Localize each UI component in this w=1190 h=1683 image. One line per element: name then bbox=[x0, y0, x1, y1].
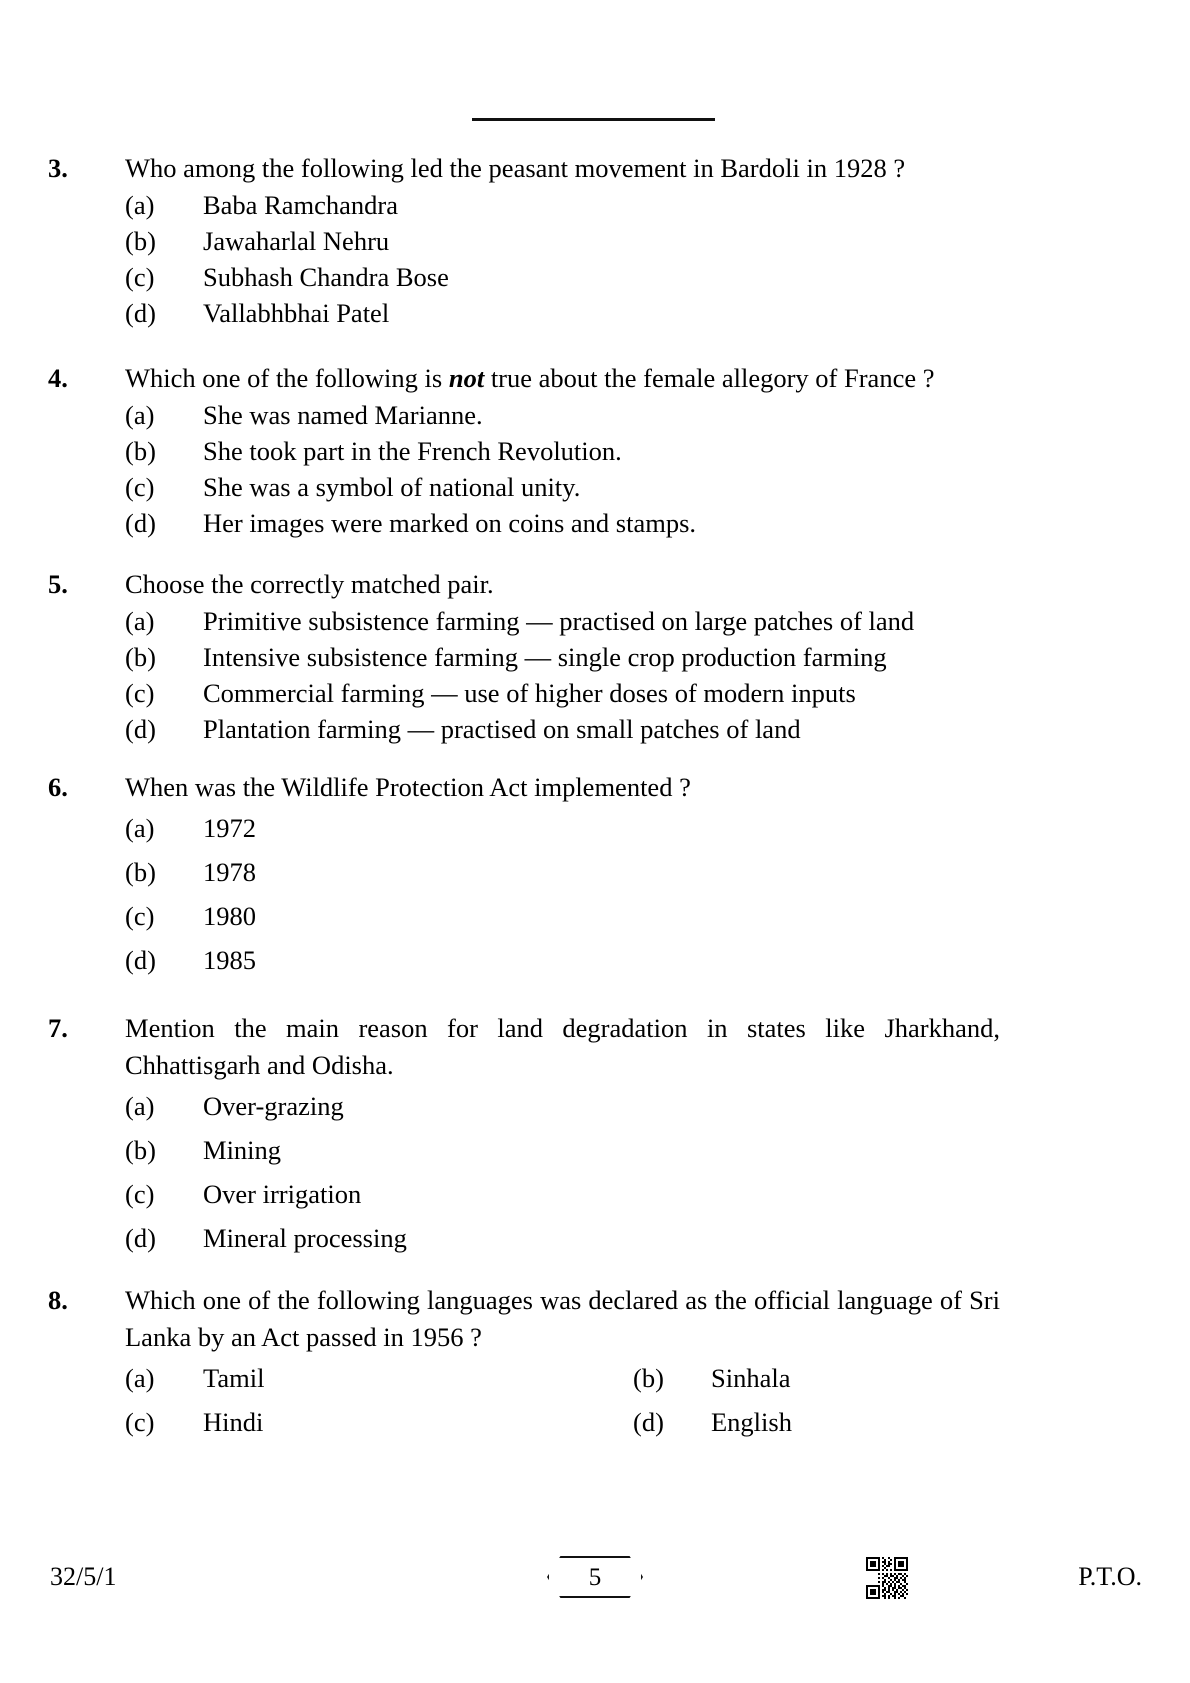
question-4-stem-row bbox=[48, 360, 1000, 397]
question-8-number: 8. bbox=[48, 1285, 68, 1315]
question-4-options bbox=[48, 397, 1000, 541]
option-label: (d) bbox=[125, 1223, 156, 1253]
qr-code-svg bbox=[866, 1554, 908, 1602]
option-row[interactable] bbox=[125, 938, 1000, 982]
option-label: (c) bbox=[125, 678, 155, 708]
spacer bbox=[48, 982, 1048, 1010]
qr-code-icon bbox=[866, 1554, 908, 1602]
option-label: (b) bbox=[125, 1135, 156, 1165]
question-6-stem: When was the Wildlife Protection Act implemented ? bbox=[125, 772, 691, 802]
question-6-stem-row bbox=[48, 769, 1000, 806]
option-label: (a) bbox=[125, 1363, 155, 1393]
question-6-number: 6. bbox=[48, 772, 68, 802]
option-text: Over-grazing bbox=[203, 1091, 344, 1121]
option-row[interactable] bbox=[125, 806, 1000, 850]
option-row[interactable] bbox=[125, 505, 1000, 541]
option-text: Tamil bbox=[203, 1363, 265, 1393]
option-text: She took part in the French Revolution. bbox=[203, 436, 622, 466]
turn-over-note: P.T.O. bbox=[1078, 1562, 1142, 1591]
option-label: (a) bbox=[125, 190, 155, 220]
option-row[interactable] bbox=[125, 223, 1000, 259]
question-7-stem-row bbox=[48, 1010, 1000, 1084]
option-row[interactable] bbox=[125, 295, 1000, 331]
option-text: Plantation farming — practised on small patches of land bbox=[203, 714, 801, 744]
option-text: Her images were marked on coins and stamps. bbox=[203, 508, 697, 538]
option-text: She was a symbol of national unity. bbox=[203, 472, 581, 502]
option-row[interactable] bbox=[125, 1400, 1000, 1444]
option-row[interactable] bbox=[125, 1084, 1000, 1128]
question-block-8 bbox=[48, 1282, 1000, 1444]
option-text: Hindi bbox=[203, 1407, 264, 1437]
page-number: 5 bbox=[588, 1563, 602, 1591]
question-8-options bbox=[48, 1356, 1000, 1444]
option-text: Jawaharlal Nehru bbox=[203, 226, 390, 256]
option-text: Subhash Chandra Bose bbox=[203, 262, 449, 292]
option-row[interactable] bbox=[125, 894, 1000, 938]
option-text: Over irrigation bbox=[203, 1179, 362, 1209]
option-label: (c) bbox=[125, 262, 155, 292]
option-row[interactable] bbox=[125, 1216, 1000, 1260]
option-label: (a) bbox=[125, 400, 155, 430]
option-row[interactable] bbox=[125, 675, 1000, 711]
option-text: She was named Marianne. bbox=[203, 400, 483, 430]
spacer bbox=[48, 541, 1048, 566]
question-6-options bbox=[48, 806, 1000, 982]
question-block-6 bbox=[48, 769, 1000, 982]
option-row[interactable] bbox=[125, 639, 1000, 675]
option-label: (a) bbox=[125, 1091, 155, 1121]
option-row[interactable] bbox=[125, 259, 1000, 295]
page-footer bbox=[0, 1552, 1190, 1622]
question-4-stem-part2: true about the female allegory of France ? bbox=[484, 363, 935, 393]
option-second-column[interactable] bbox=[633, 1400, 792, 1444]
option-text: 1985 bbox=[203, 945, 256, 975]
option-row[interactable] bbox=[125, 603, 1000, 639]
option-row[interactable] bbox=[125, 1356, 1000, 1400]
option-text: Vallabhbhai Patel bbox=[203, 298, 390, 328]
question-block-3 bbox=[48, 150, 1000, 331]
option-label: (d) bbox=[633, 1407, 664, 1437]
option-text: Primitive subsistence farming — practised on large patches of land bbox=[203, 606, 915, 636]
option-label: (b) bbox=[125, 857, 156, 887]
option-label: (b) bbox=[125, 226, 156, 256]
question-4-stem-part1: Which one of the following is bbox=[125, 363, 449, 393]
option-label: (b) bbox=[633, 1363, 664, 1393]
question-3-stem-row bbox=[48, 150, 1000, 187]
option-text: Intensive subsistence farming — single crop production farming bbox=[203, 642, 887, 672]
paper-code: 32/5/1 bbox=[50, 1562, 117, 1591]
option-row[interactable] bbox=[125, 433, 1000, 469]
option-row[interactable] bbox=[125, 1172, 1000, 1216]
option-label: (c) bbox=[125, 472, 155, 502]
spacer bbox=[48, 1260, 1048, 1282]
option-label: (d) bbox=[125, 508, 156, 538]
option-label: (b) bbox=[125, 642, 156, 672]
option-row[interactable] bbox=[125, 711, 1000, 747]
question-3-options bbox=[48, 187, 1000, 331]
option-label: (c) bbox=[125, 1407, 155, 1437]
option-row[interactable] bbox=[125, 469, 1000, 505]
option-label: (a) bbox=[125, 606, 155, 636]
option-text: 1978 bbox=[203, 857, 256, 887]
page-number-marker bbox=[547, 1556, 643, 1598]
question-block-5 bbox=[48, 566, 1000, 747]
option-text: Mineral processing bbox=[203, 1223, 407, 1253]
question-7-stem: Mention the main reason for land degradation in states like Jharkhand, Chhattisgarh and Odisha. bbox=[125, 1013, 1000, 1080]
option-text: Baba Ramchandra bbox=[203, 190, 398, 220]
option-label: (b) bbox=[125, 436, 156, 466]
option-label: (a) bbox=[125, 813, 155, 843]
question-7-options bbox=[48, 1084, 1000, 1260]
option-label: (d) bbox=[125, 945, 156, 975]
option-text: English bbox=[711, 1407, 792, 1437]
questions-container bbox=[48, 150, 1048, 1444]
option-label: (c) bbox=[125, 901, 155, 931]
spacer bbox=[48, 747, 1048, 769]
question-5-number: 5. bbox=[48, 569, 68, 599]
question-block-4 bbox=[48, 360, 1000, 541]
question-4-number: 4. bbox=[48, 363, 68, 393]
question-8-stem-row bbox=[48, 1282, 1000, 1356]
option-row[interactable] bbox=[125, 397, 1000, 433]
question-3-number: 3. bbox=[48, 153, 68, 183]
option-text: Mining bbox=[203, 1135, 282, 1165]
option-second-column[interactable] bbox=[633, 1356, 791, 1400]
question-4-stem-emphasis: not bbox=[448, 363, 485, 393]
question-3-stem: Who among the following led the peasant movement in Bardoli in 1928 ? bbox=[125, 153, 906, 183]
option-label: (c) bbox=[125, 1179, 155, 1209]
option-label: (d) bbox=[125, 298, 156, 328]
option-label: (d) bbox=[125, 714, 156, 744]
question-7-number: 7. bbox=[48, 1013, 68, 1043]
header-divider-rule bbox=[472, 118, 715, 121]
option-text: Commercial farming — use of higher doses of modern inputs bbox=[203, 678, 856, 708]
option-text: 1972 bbox=[203, 813, 256, 843]
option-text: 1980 bbox=[203, 901, 256, 931]
spacer bbox=[48, 331, 1048, 360]
question-block-7 bbox=[48, 1010, 1000, 1260]
question-5-options bbox=[48, 603, 1000, 747]
question-8-stem: Which one of the following languages was declared as the official language of Sri Lanka by an Act passed in 1956 ? bbox=[125, 1285, 1000, 1352]
option-row[interactable] bbox=[125, 1128, 1000, 1172]
option-row[interactable] bbox=[125, 187, 1000, 223]
option-row[interactable] bbox=[125, 850, 1000, 894]
option-text: Sinhala bbox=[711, 1363, 791, 1393]
question-5-stem-row bbox=[48, 566, 1000, 603]
question-5-stem: Choose the correctly matched pair. bbox=[125, 569, 494, 599]
